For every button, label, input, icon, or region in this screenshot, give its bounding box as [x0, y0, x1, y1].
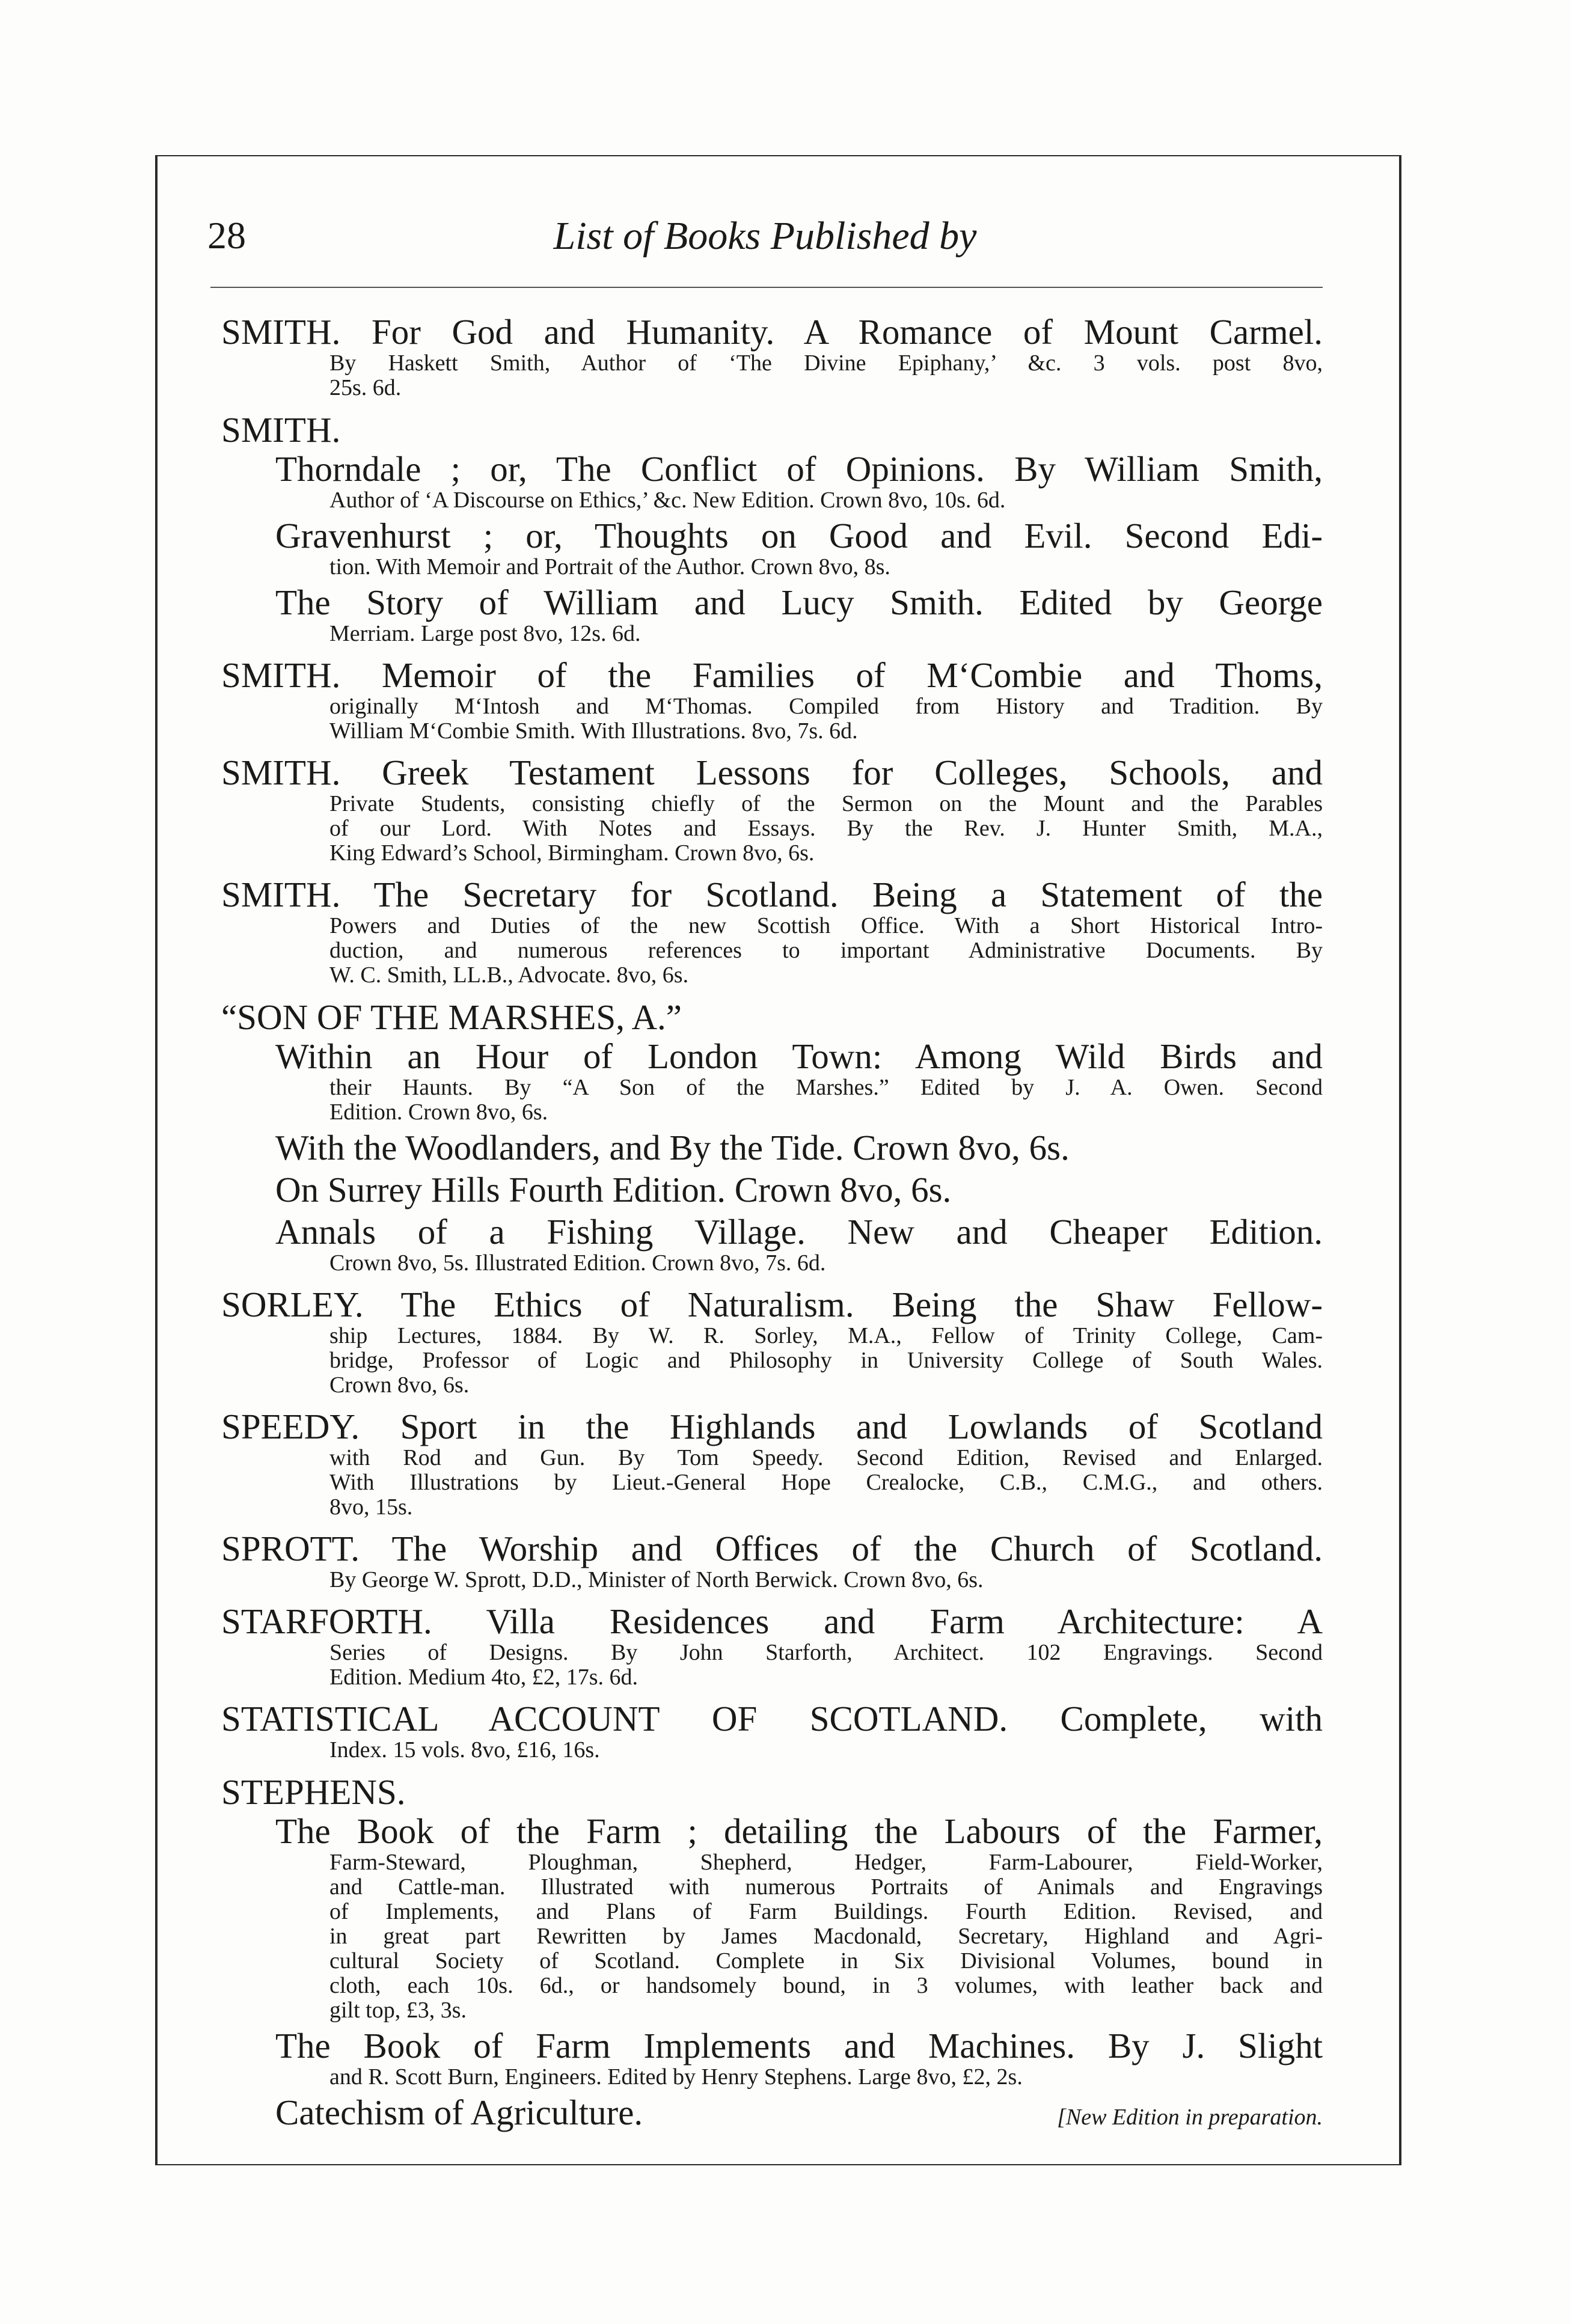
entry-title: SMITH. For God and Humanity. A Romance of Mount Carmel. — [221, 312, 1323, 352]
entry-son-of-the-marshes — [221, 997, 1323, 1276]
entry-detail: Crown 8vo, 6s. — [329, 1372, 470, 1398]
sub-entry-surrey-hills — [221, 1170, 1323, 1209]
entry-detail: 8vo, 15s. — [329, 1494, 413, 1520]
entry-title: SPROTT. The Worship and Offices of the Church of Scotland. — [221, 1529, 1323, 1568]
entry-detail: originally M‘Intosh and M‘Thomas. Compiled from History and Tradition. By — [329, 694, 1323, 719]
entry-detail: of our Lord. With Notes and Essays. By the Rev. J. Hunter Smith, M.A., — [329, 816, 1323, 841]
entry-title: SPEEDY. Sport in the Highlands and Lowlands of Scotland — [221, 1407, 1323, 1446]
entry-statistical-account — [221, 1699, 1323, 1763]
entry-detail: Crown 8vo, 5s. Illustrated Edition. Crown 8vo, 7s. 6d. — [329, 1250, 826, 1276]
entry-speedy — [221, 1407, 1323, 1520]
entry-smith-god-and-humanity — [221, 313, 1323, 400]
entry-smith-memoir — [221, 656, 1323, 744]
sub-entry-within-an-hour — [221, 1037, 1323, 1125]
entry-detail: William M‘Combie Smith. With Illustrations. 8vo, 7s. 6d. — [329, 718, 858, 744]
entry-title: SMITH. The Secretary for Scotland. Being a Statement of the — [221, 875, 1323, 914]
entry-detail: bridge, Professor of Logic and Philosophy in University College of South Wales. — [329, 1348, 1323, 1373]
entry-title: Annals of a Fishing Village. New and Cheaper Edition. — [275, 1212, 1323, 1252]
entry-title: SMITH. Memoir of the Families of M‘Combie and Thoms, — [221, 655, 1323, 695]
sub-entry-catechism — [221, 2093, 1323, 2132]
sub-entry-annals — [221, 1212, 1323, 1276]
entry-heading: STEPHENS. — [221, 1772, 406, 1812]
entry-detail: King Edward’s School, Birmingham. Crown 8vo, 6s. — [329, 840, 815, 866]
entry-heading: SMITH. — [221, 410, 341, 450]
running-head — [207, 213, 1323, 280]
entry-title: The Book of Farm Implements and Machines. By J. Slight — [275, 2026, 1323, 2066]
entry-detail: of Implements, and Plans of Farm Buildings. Fourth Edition. Revised, and — [329, 1899, 1323, 1924]
entry-detail: Edition. Medium 4to, £2, 17s. 6d. — [329, 1665, 638, 1690]
entry-detail: Powers and Duties of the new Scottish Office. With a Short Historical Intro- — [329, 913, 1323, 938]
entry-title: With the Woodlanders, and By the Tide. Crown 8vo, 6s. — [275, 1128, 1070, 1167]
page-number: 28 — [207, 214, 246, 257]
entry-title: The Book of the Farm ; detailing the Labours of the Farmer, — [275, 1811, 1323, 1851]
entry-detail: and R. Scott Burn, Engineers. Edited by Henry Stephens. Large 8vo, £2, 2s. — [329, 2064, 1023, 2090]
entry-detail: 25s. 6d. — [329, 375, 402, 400]
entry-detail: Series of Designs. By John Starforth, Architect. 102 Engravings. Second — [329, 1640, 1323, 1665]
entry-title: Catechism of Agriculture. — [275, 2093, 643, 2132]
edition-note: [New Edition in preparation. — [1057, 2105, 1323, 2130]
entry-detail: gilt top, £3, 3s. — [329, 1998, 467, 2023]
sub-entry-farm-implements — [221, 2026, 1323, 2090]
entry-detail: Edition. Crown 8vo, 6s. — [329, 1099, 548, 1125]
entry-detail: with Rod and Gun. By Tom Speedy. Second Edition, Revised and Enlarged. — [329, 1445, 1323, 1470]
entry-detail: in great part Rewritten by James Macdonald, Secretary, Highland and Agri- — [329, 1924, 1323, 1949]
entry-smith-william — [221, 410, 1323, 646]
entry-title: Gravenhurst ; or, Thoughts on Good and Evil. Second Edi- — [275, 516, 1323, 555]
entry-detail: Farm-Steward, Ploughman, Shepherd, Hedger, Farm-Labourer, Field-Worker, — [329, 1850, 1323, 1875]
entry-title: SMITH. Greek Testament Lessons for Colleges, Schools, and — [221, 753, 1323, 792]
sub-entry-woodlanders — [221, 1128, 1323, 1167]
sub-entry-thorndale — [221, 450, 1323, 513]
entry-detail: By Haskett Smith, Author of ‘The Divine Epiphany,’ &c. 3 vols. post 8vo, — [329, 350, 1323, 376]
sub-entry-gravenhurst — [221, 516, 1323, 579]
entry-smith-secretary — [221, 875, 1323, 988]
entry-detail: By George W. Sprott, D.D., Minister of North Berwick. Crown 8vo, 6s. — [329, 1567, 984, 1592]
entry-title: SORLEY. The Ethics of Naturalism. Being the Shaw Fellow- — [221, 1285, 1323, 1324]
entry-detail: duction, and numerous references to important Administrative Documents. By — [329, 938, 1323, 963]
entry-detail: Private Students, consisting chiefly of the Sermon on the Mount and the Parables — [329, 791, 1323, 816]
entry-title: The Story of William and Lucy Smith. Edited by George — [275, 583, 1323, 622]
entry-detail: W. C. Smith, LL.B., Advocate. 8vo, 6s. — [329, 962, 689, 988]
entry-detail: and Cattle-man. Illustrated with numerous Portraits of Animals and Engravings — [329, 1874, 1323, 1900]
entry-detail: tion. With Memoir and Portrait of the Author. Crown 8vo, 8s. — [329, 554, 890, 579]
entry-stephens — [221, 1772, 1323, 2132]
entry-detail: Author of ‘A Discourse on Ethics,’ &c. New Edition. Crown 8vo, 10s. 6d. — [329, 488, 1006, 513]
entry-title: STATISTICAL ACCOUNT OF SCOTLAND. Complete, with — [221, 1699, 1323, 1738]
entry-title: STARFORTH. Villa Residences and Farm Architecture: A — [221, 1601, 1323, 1641]
entry-sprott — [221, 1529, 1323, 1592]
entry-detail: With Illustrations by Lieut.-General Hope Crealocke, C.B., C.M.G., and others. — [329, 1470, 1323, 1495]
book-list — [221, 313, 1323, 2141]
entry-title: On Surrey Hills Fourth Edition. Crown 8vo, 6s. — [275, 1170, 952, 1209]
entry-title: Within an Hour of London Town: Among Wild Birds and — [275, 1036, 1323, 1076]
entry-detail: Merriam. Large post 8vo, 12s. 6d. — [329, 621, 641, 646]
header-rule — [210, 287, 1323, 288]
entry-detail: cloth, each 10s. 6d., or handsomely bound, in 3 volumes, with leather back and — [329, 1973, 1323, 1998]
entry-detail: their Haunts. By “A Son of the Marshes.” Edited by J. A. Owen. Second — [329, 1075, 1323, 1100]
entry-heading: “SON OF THE MARSHES, A.” — [221, 997, 682, 1037]
sub-entry-story — [221, 583, 1323, 646]
running-title: List of Books Published by — [553, 214, 977, 258]
entry-detail: Index. 15 vols. 8vo, £16, 16s. — [329, 1737, 600, 1763]
sub-entry-book-of-the-farm — [221, 1812, 1323, 2023]
entry-title: Thorndale ; or, The Conflict of Opinions. By William Smith, — [275, 449, 1323, 489]
entry-starforth — [221, 1602, 1323, 1690]
entry-detail: ship Lectures, 1884. By W. R. Sorley, M.A., Fellow of Trinity College, Cam- — [329, 1323, 1323, 1348]
entry-smith-greek-testament — [221, 753, 1323, 866]
entry-sorley — [221, 1285, 1323, 1398]
entry-detail: cultural Society of Scotland. Complete in Six Divisional Volumes, bound in — [329, 1948, 1323, 1974]
